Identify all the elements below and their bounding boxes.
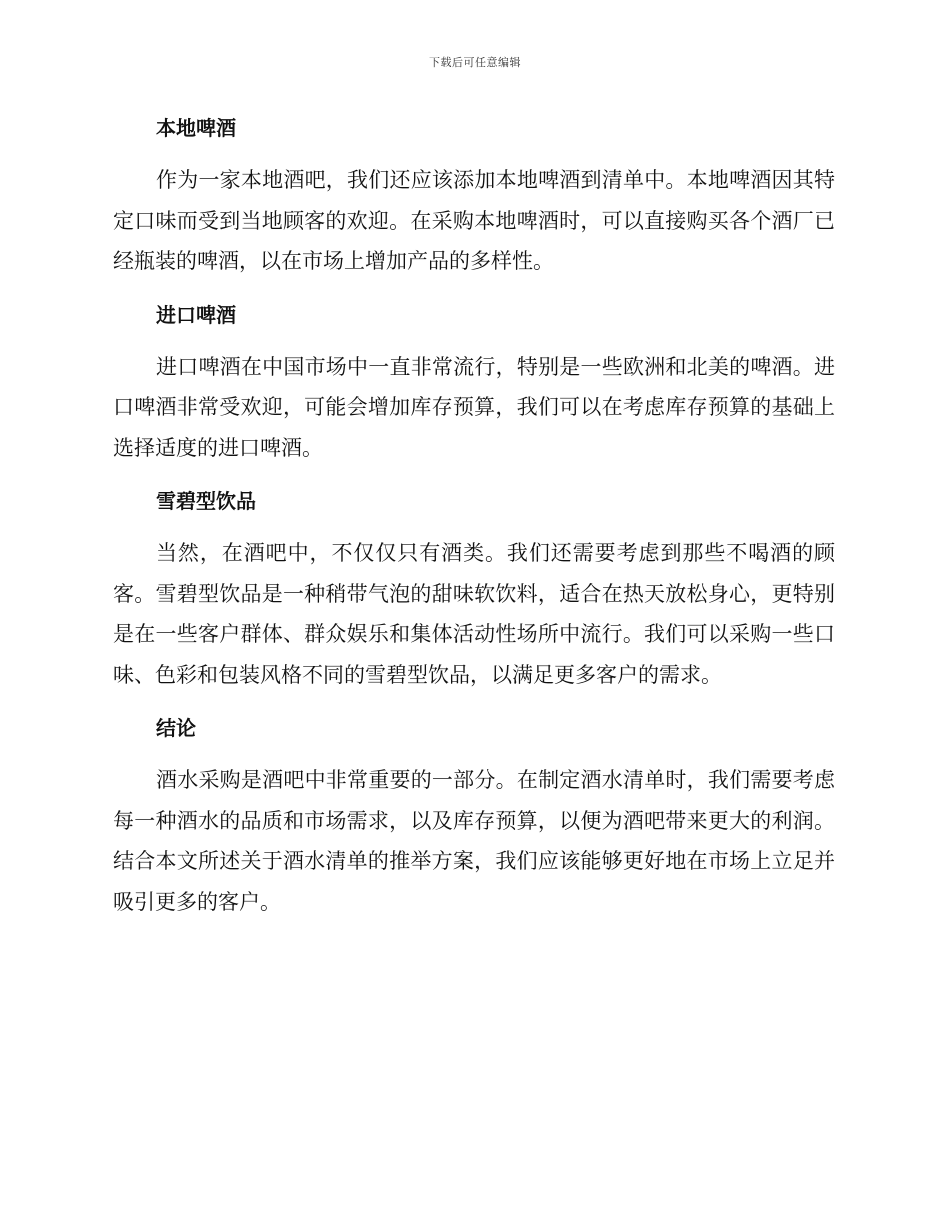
document-body xyxy=(113,108,835,935)
section-paragraph: 进口啤酒在中国市场中一直非常流行，特别是一些欧洲和北美的啤酒。进口啤酒非常受欢迎，可能会增加库存预算，我们可以在考虑库存预算的基础上选择适度的进口啤酒。 xyxy=(113,354,835,460)
section-heading: 本地啤酒 xyxy=(156,116,236,140)
section-paragraph: 酒水采购是酒吧中非常重要的一部分。在制定酒水清单时，我们需要考虑每一种酒水的品质和市场需求，以及库存预算，以便为酒吧带来更大的利润。结合本文所述关于酒水清单的推举方案，我们应该能够更好地在市场上立足并吸引更多的客户。 xyxy=(113,768,835,914)
section-imported-beer xyxy=(113,295,835,469)
section-paragraph: 当然，在酒吧中，不仅仅只有酒类。我们还需要考虑到那些不喝酒的顾客。雪碧型饮品是一种稍带气泡的甜味软饮料，适合在热天放松身心，更特别是在一些客户群体、群众娱乐和集体活动性场所中流行。我们可以采购一些口味、色彩和包装风格不同的雪碧型饮品，以满足更多客户的需求。 xyxy=(113,541,835,687)
section-heading: 结论 xyxy=(156,716,196,740)
section-heading: 雪碧型饮品 xyxy=(156,489,256,513)
section-conclusion xyxy=(113,708,835,922)
page-header-note: 下载后可任意编辑 xyxy=(429,56,521,69)
section-heading: 进口啤酒 xyxy=(156,302,236,327)
section-local-beer xyxy=(113,108,835,282)
section-paragraph: 作为一家本地酒吧，我们还应该添加本地啤酒到清单中。本地啤酒因其特定口味而受到当地顾客的欢迎。在采购本地啤酒时，可以直接购买各个酒厂已经瓶装的啤酒，以在市场上增加产品的多样性。 xyxy=(113,168,835,273)
section-sprite-drinks xyxy=(113,481,835,695)
